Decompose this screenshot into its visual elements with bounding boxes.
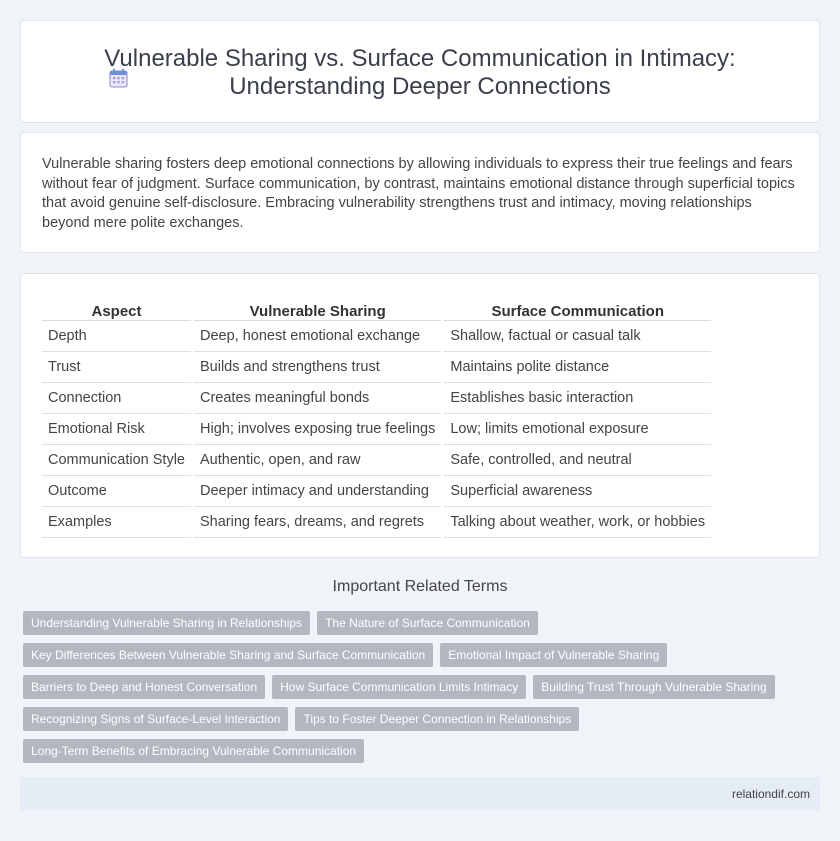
intro-card — [20, 132, 820, 253]
table-row — [42, 444, 711, 475]
table-cell: Shallow, factual or casual talk — [443, 320, 711, 351]
table-row — [42, 320, 711, 351]
table-cell: Builds and strengthens trust — [193, 351, 443, 382]
related-term-tag[interactable]: Tips to Foster Deeper Connection in Relationships — [295, 707, 579, 731]
related-term-tag[interactable]: Building Trust Through Vulnerable Sharing — [533, 675, 774, 699]
table-cell: Examples — [42, 506, 193, 537]
related-term-tag[interactable]: The Nature of Surface Communication — [317, 611, 538, 635]
table-header-row — [42, 296, 711, 320]
related-term-tag[interactable]: Recognizing Signs of Surface-Level Interaction — [23, 707, 288, 731]
table-cell: Depth — [42, 320, 193, 351]
comparison-table — [42, 296, 711, 538]
table-cell: Connection — [42, 382, 193, 413]
related-term-tag[interactable]: Understanding Vulnerable Sharing in Relationships — [23, 611, 310, 635]
table-row — [42, 413, 711, 444]
header-surface-communication: Surface Communication — [443, 296, 711, 320]
table-cell: Establishes basic interaction — [443, 382, 711, 413]
table-cell: Low; limits emotional exposure — [443, 413, 711, 444]
table-cell: Creates meaningful bonds — [193, 382, 443, 413]
page-title-line-2: Understanding Deeper Connections — [229, 73, 611, 100]
table-cell: Maintains polite distance — [443, 351, 711, 382]
table-cell: Deeper intimacy and understanding — [193, 475, 443, 506]
header-card — [20, 20, 820, 123]
related-terms-title: Important Related Terms — [332, 578, 508, 595]
related-terms-row — [23, 675, 813, 707]
table-cell: Outcome — [42, 475, 193, 506]
related-term-tag[interactable]: Long-Term Benefits of Embracing Vulnerable Communication — [23, 739, 364, 763]
footer-site-link[interactable]: relationdif.com — [731, 787, 810, 801]
table-cell: Communication Style — [42, 444, 193, 475]
table-row — [42, 475, 711, 506]
related-terms-row — [23, 739, 813, 771]
related-term-tag[interactable]: Emotional Impact of Vulnerable Sharing — [440, 643, 667, 667]
table-cell: Authentic, open, and raw — [193, 444, 443, 475]
page-title-line-1: Vulnerable Sharing vs. Surface Communication in Intimacy: — [104, 45, 736, 72]
table-cell: Sharing fears, dreams, and regrets — [193, 506, 443, 537]
table-row — [42, 351, 711, 382]
table-cell: Talking about weather, work, or hobbies — [443, 506, 711, 537]
header-vulnerable-sharing: Vulnerable Sharing — [193, 296, 443, 320]
comparison-card — [20, 273, 820, 558]
page-title — [21, 45, 819, 101]
related-term-tag[interactable]: Key Differences Between Vulnerable Sharing and Surface Communication — [23, 643, 433, 667]
table-cell: High; involves exposing true feelings — [193, 413, 443, 444]
table-cell: Emotional Risk — [42, 413, 193, 444]
related-terms-row — [23, 643, 813, 675]
table-row — [42, 382, 711, 413]
intro-paragraph: Vulnerable sharing fosters deep emotional connections by allowing individuals to express their true feelings and fears without fear of judgment. Surface communication, by contrast, maintains emotional distance through superficial topics that avoid genuine self-disclosure. Embracing vulnerability strengthens trust and intimacy, moving relationships beyond mere polite exchanges. — [42, 156, 795, 231]
table-cell: Superficial awareness — [443, 475, 711, 506]
related-term-tag[interactable]: How Surface Communication Limits Intimacy — [272, 675, 526, 699]
footer — [20, 777, 820, 810]
table-cell: Deep, honest emotional exchange — [193, 320, 443, 351]
related-terms-row — [23, 707, 813, 739]
table-cell: Safe, controlled, and neutral — [443, 444, 711, 475]
table-cell: Trust — [42, 351, 193, 382]
header-aspect: Aspect — [42, 296, 193, 320]
table-row — [42, 506, 711, 537]
related-terms-list — [23, 611, 813, 771]
related-terms-row — [23, 611, 813, 643]
related-term-tag[interactable]: Barriers to Deep and Honest Conversation — [23, 675, 265, 699]
